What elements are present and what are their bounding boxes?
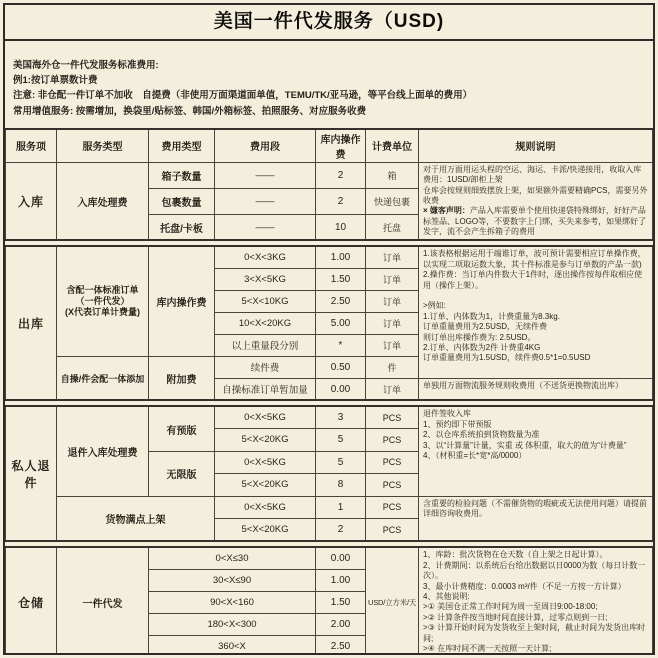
fee-range-cell: 360<X — [149, 635, 316, 655]
rules-cell: 对于用万面用运头程的空运、海运、卡派/快递接用，收取入库费用：1USD/卸柜上架 仓库会按规则细致摆放上架，如果额外需要精确PCS，需要另外收费 × 嫌客声明：产品入库需要单个使用快递袋特殊绑好，好好产品标签品、LOGO等，不要数字上门绑，买失来参考，如果绑好了发字，流不会产生拆箱子的费用 — [419, 162, 653, 240]
fee-type-cell: 库内操作费 — [149, 246, 215, 356]
fee-value-cell: 1.00 — [316, 569, 366, 591]
fee-range-cell: 5<X<10KG — [215, 290, 316, 312]
fee-value-cell: 5 — [316, 451, 366, 473]
column-header-service-item: 服务项 — [6, 129, 57, 163]
billing-unit-cell: 订单 — [366, 334, 419, 356]
fee-range-cell: 30<X≤90 — [149, 569, 316, 591]
fee-range-cell: 以上重量段分别 — [215, 334, 316, 356]
pricing-table-private-return — [5, 405, 653, 542]
service-type-cell: 含配一体标准订单 （一件代发） (X代表订单计费量) — [57, 246, 149, 356]
fee-value-cell: 2 — [316, 188, 366, 214]
price-sheet — [3, 3, 655, 655]
fee-type-cell: 有预版 — [149, 406, 215, 451]
billing-unit-cell: PCS — [366, 518, 419, 541]
fee-value-cell: 2.00 — [316, 613, 366, 635]
fee-range-cell: 180<X<300 — [149, 613, 316, 635]
page-title: 美国一件代发服务（USD) — [5, 5, 653, 41]
column-header-fee-type: 费用类型 — [149, 129, 215, 163]
service-type-cell: 自操/件会配一体添加 — [57, 356, 149, 400]
fee-range-cell: 0<X<5KG — [215, 451, 316, 473]
fee-value-cell: * — [316, 334, 366, 356]
fee-value-cell: 10 — [316, 214, 366, 240]
fee-value-cell: 0.00 — [316, 547, 366, 569]
fee-value-cell: 2.50 — [316, 290, 366, 312]
service-item-cell: 仓储 — [6, 547, 57, 655]
table-row — [6, 406, 653, 428]
service-type-cell: 一件代发 — [57, 547, 149, 655]
fee-value-cell: 2 — [316, 162, 366, 188]
fee-type-cell: 托盘/卡板 — [149, 214, 215, 240]
rules-cell: 1.该表格根据运用于端谁订单，波可预计需要相应订单操作费，以实现二项取运数大象，其十件标准是参与订单数的产品一款) 2.操作费：当订单内件数大于1件时，逐出操作按每件取相应使用（操作上架）。 >例如: 1.订单、内体数为1，计费重量为8.3kg. 订单重量费用为2.5USD，无续件费 则订单出库操作费为: 2.5USD。 2.订单、内体数为2件 计费重4KG 订单重量费用为1.5USD，续件费0.5*1=0.5USD — [419, 246, 653, 378]
intro-line-example: 例1:按订单票数计费 — [13, 75, 98, 87]
pricing-table-storage — [5, 546, 653, 655]
fee-range-cell: 0<X≤30 — [149, 547, 316, 569]
fee-value-cell: 1 — [316, 496, 366, 518]
service-type-cell: 货物满点上架 — [57, 496, 215, 541]
column-header-fee-value: 库内操作费 — [316, 129, 366, 163]
pricing-table-outbound — [5, 245, 653, 401]
fee-type-cell: 箱子数量 — [149, 162, 215, 188]
billing-unit-cell: 订单 — [366, 378, 419, 400]
billing-unit-cell: 快递包裹 — [366, 188, 419, 214]
billing-unit-cell: PCS — [366, 496, 419, 518]
rules-cell: 退件签收入库 1、预约即下带预版 2、以仓库系统拍到货物数量为准 3、以“计算量”计量，实重 或 体积重，取大的值为“计费量” 4、（材积重=长*宽*高/0000） — [419, 406, 653, 496]
table-row — [6, 162, 653, 188]
billing-unit-cell: PCS — [366, 473, 419, 496]
fee-range-cell: 自操标准订单暂加量 — [215, 378, 316, 400]
fee-value-cell: 3 — [316, 406, 366, 428]
fee-type-cell: 附加费 — [149, 356, 215, 400]
service-item-cell: 私人退件 — [6, 406, 57, 541]
intro-notes — [5, 41, 653, 128]
fee-value-cell: 0.50 — [316, 356, 366, 378]
pricing-tables — [5, 128, 653, 655]
fee-value-cell: 0.00 — [316, 378, 366, 400]
fee-range-cell: 续件费 — [215, 356, 316, 378]
fee-value-cell: 2 — [316, 518, 366, 541]
billing-unit-cell: 托盘 — [366, 214, 419, 240]
service-type-cell: 入库处理费 — [57, 162, 149, 240]
rules-cell: 单独用万面物流服务规则收费用（不送货更换物流出库） — [419, 378, 653, 400]
fee-value-cell: 5 — [316, 428, 366, 451]
billing-unit-cell: PCS — [366, 406, 419, 428]
rules-cell: 含重要的检验问题（不需催货物的瑕疵或无法使用问题）请提前详细咨询收费用。 — [419, 496, 653, 541]
fee-type-cell: 包裹数量 — [149, 188, 215, 214]
column-header-billing-unit: 计费单位 — [366, 129, 419, 163]
billing-unit-cell: PCS — [366, 451, 419, 473]
service-item-cell: 出库 — [6, 246, 57, 400]
service-type-cell: 退件入库处理费 — [57, 406, 149, 496]
column-header-rules: 规则说明 — [419, 129, 653, 163]
table-row — [6, 246, 653, 268]
column-header-fee-range: 费用段 — [215, 129, 316, 163]
fee-range-cell: 0<X<5KG — [215, 406, 316, 428]
billing-unit-cell: 订单 — [366, 268, 419, 290]
fee-range-cell: 0<X<3KG — [215, 246, 316, 268]
billing-unit-cell: 订单 — [366, 312, 419, 334]
fee-range-cell: 90<X<160 — [149, 591, 316, 613]
service-item-cell: 入库 — [6, 162, 57, 240]
billing-unit-cell: PCS — [366, 428, 419, 451]
pricing-table-inbound — [5, 128, 653, 242]
intro-line-standard-fee: 美国海外仓一件代发服务标准费用: — [13, 60, 159, 71]
table-row — [6, 496, 653, 518]
fee-range-cell: 5<X<20KG — [215, 473, 316, 496]
fee-range-cell: 5<X<20KG — [215, 428, 316, 451]
fee-type-cell: 无限版 — [149, 451, 215, 496]
billing-unit-cell: 订单 — [366, 246, 419, 268]
fee-value-cell: 5.00 — [316, 312, 366, 334]
fee-range-cell: 3<X<5KG — [215, 268, 316, 290]
fee-value-cell: 8 — [316, 473, 366, 496]
fee-range-cell: 5<X<20KG — [215, 518, 316, 541]
billing-unit-cell: 件 — [366, 356, 419, 378]
fee-range-cell: —— — [215, 188, 316, 214]
table-row — [6, 547, 653, 569]
billing-unit-cell: USD/立方米/天 — [366, 547, 419, 655]
rules-cell: 1、库龄：批次货物在仓天数（自上架之日起计算）。 2、计费期间：以系统后台给出数据以日0000为数（每日计数一次）。 3、最小计费精度：0.0003 m³/件（不足一方按一方计算） 4、其他说明: >① 美国仓正常工作时间为周一至周日9:00-18:00; >② 计算条件按当地时间直接计算，过零点则到一日; >③ 计算开始时间为发货收至上架时间，截止时间为发货出库时间; >④ 在库时间不满一天按照一天计算; — [419, 547, 653, 655]
column-header-service-type: 服务类型 — [57, 129, 149, 163]
fee-range-cell: 10<X<20KG — [215, 312, 316, 334]
fee-range-cell: 0<X<5KG — [215, 496, 316, 518]
billing-unit-cell: 订单 — [366, 290, 419, 312]
fee-range-cell: —— — [215, 162, 316, 188]
intro-line-value-added: 常用增值服务: 按需增加，换袋里/贴标签、韩国/外箱标签、拍照服务、对应服务收费 — [13, 105, 367, 117]
fee-value-cell: 1.50 — [316, 268, 366, 290]
fee-value-cell: 1.50 — [316, 591, 366, 613]
fee-value-cell: 2.50 — [316, 635, 366, 655]
fee-range-cell: —— — [215, 214, 316, 240]
fee-value-cell: 1.00 — [316, 246, 366, 268]
intro-line-notice: 注意: 非仓配一件订单不加收 自提费（非使用万面渠道面单值，TEMU/TK/亚马逊，等平台线上面单的费用） — [13, 90, 473, 102]
billing-unit-cell: 箱 — [366, 162, 419, 188]
table-row — [6, 129, 653, 163]
